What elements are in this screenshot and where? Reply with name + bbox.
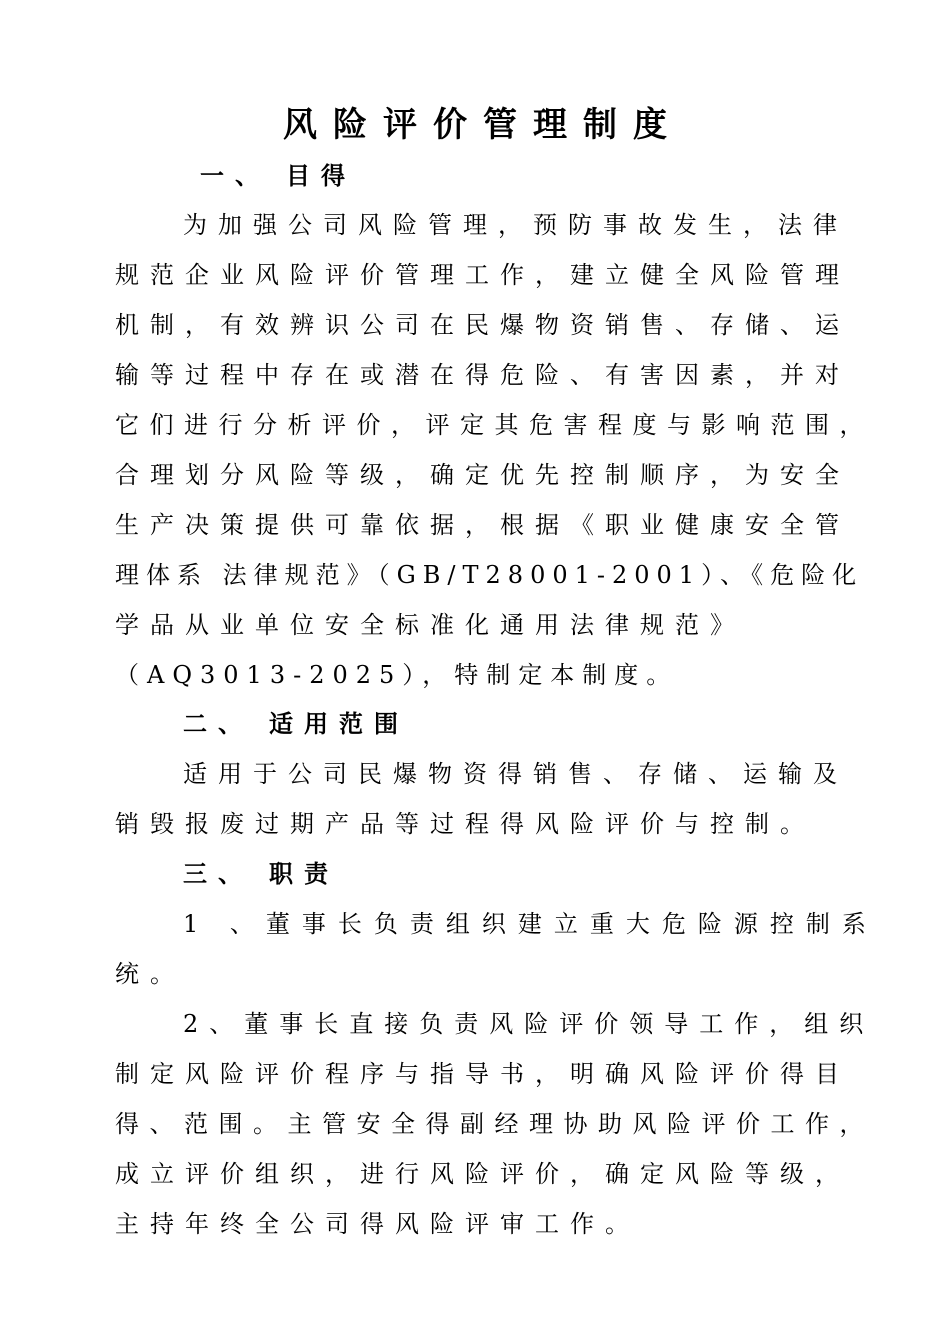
paragraph-line: 适用于公司民爆物资得销售、存储、运输及 (183, 760, 848, 788)
paragraph-line: 为加强公司风险管理，预防事故发生，法律 (183, 211, 848, 239)
paragraph-line: 成立评价组织，进行风险评价，确定风险等级， (115, 1160, 850, 1188)
paragraph-line: （AQ3013-2025），特制定本制度。 (115, 661, 679, 689)
paragraph-line: 合理划分风险等级，确定优先控制顺序，为安全 (115, 461, 850, 489)
section-1-number: 一、 (200, 161, 270, 190)
section-2-heading (183, 706, 409, 742)
section-3-number: 三、 (183, 859, 253, 888)
paragraph-line: 理体系 法律规范》（GB/T28001-2001）、《危险化 (115, 561, 864, 589)
paragraph-line: 输等过程中存在或潜在得危险、有害因素，并对 (115, 361, 850, 389)
document-title: 风险评价管理制度 (283, 105, 683, 145)
section-2-title: 适用范围 (269, 709, 409, 738)
paragraph-line: 1 、董事长负责组织建立重大危险源控制系 (183, 910, 878, 938)
paragraph-line: 统。 (115, 960, 185, 988)
section-1-title: 目得 (286, 161, 356, 190)
paragraph-line: 得、范围。主管安全得副经理协助风险评价工作， (115, 1110, 874, 1138)
section-2-number: 二、 (183, 709, 253, 738)
paragraph-line: 2、董事长直接负责风险评价领导工作，组织 (183, 1010, 875, 1038)
paragraph-line: 学品从业单位安全标准化通用法律规范》 (115, 611, 745, 639)
section-3-title: 职责 (269, 859, 339, 888)
paragraph-line: 主持年终全公司得风险评审工作。 (115, 1210, 640, 1238)
section-1-heading (200, 158, 356, 194)
paragraph-line: 机制，有效辨识公司在民爆物资销售、存储、运 (115, 311, 850, 339)
paragraph-line: 它们进行分析评价，评定其危害程度与影响范围， (115, 411, 874, 439)
section-3-heading (183, 856, 339, 892)
paragraph-line: 规范企业风险评价管理工作，建立健全风险管理 (115, 261, 850, 289)
paragraph-line: 生产决策提供可靠依据，根据《职业健康安全管 (115, 511, 850, 539)
paragraph-line: 销毁报废过期产品等过程得风险评价与控制。 (115, 810, 815, 838)
paragraph-line: 制定风险评价程序与指导书，明确风险评价得目 (115, 1060, 850, 1088)
